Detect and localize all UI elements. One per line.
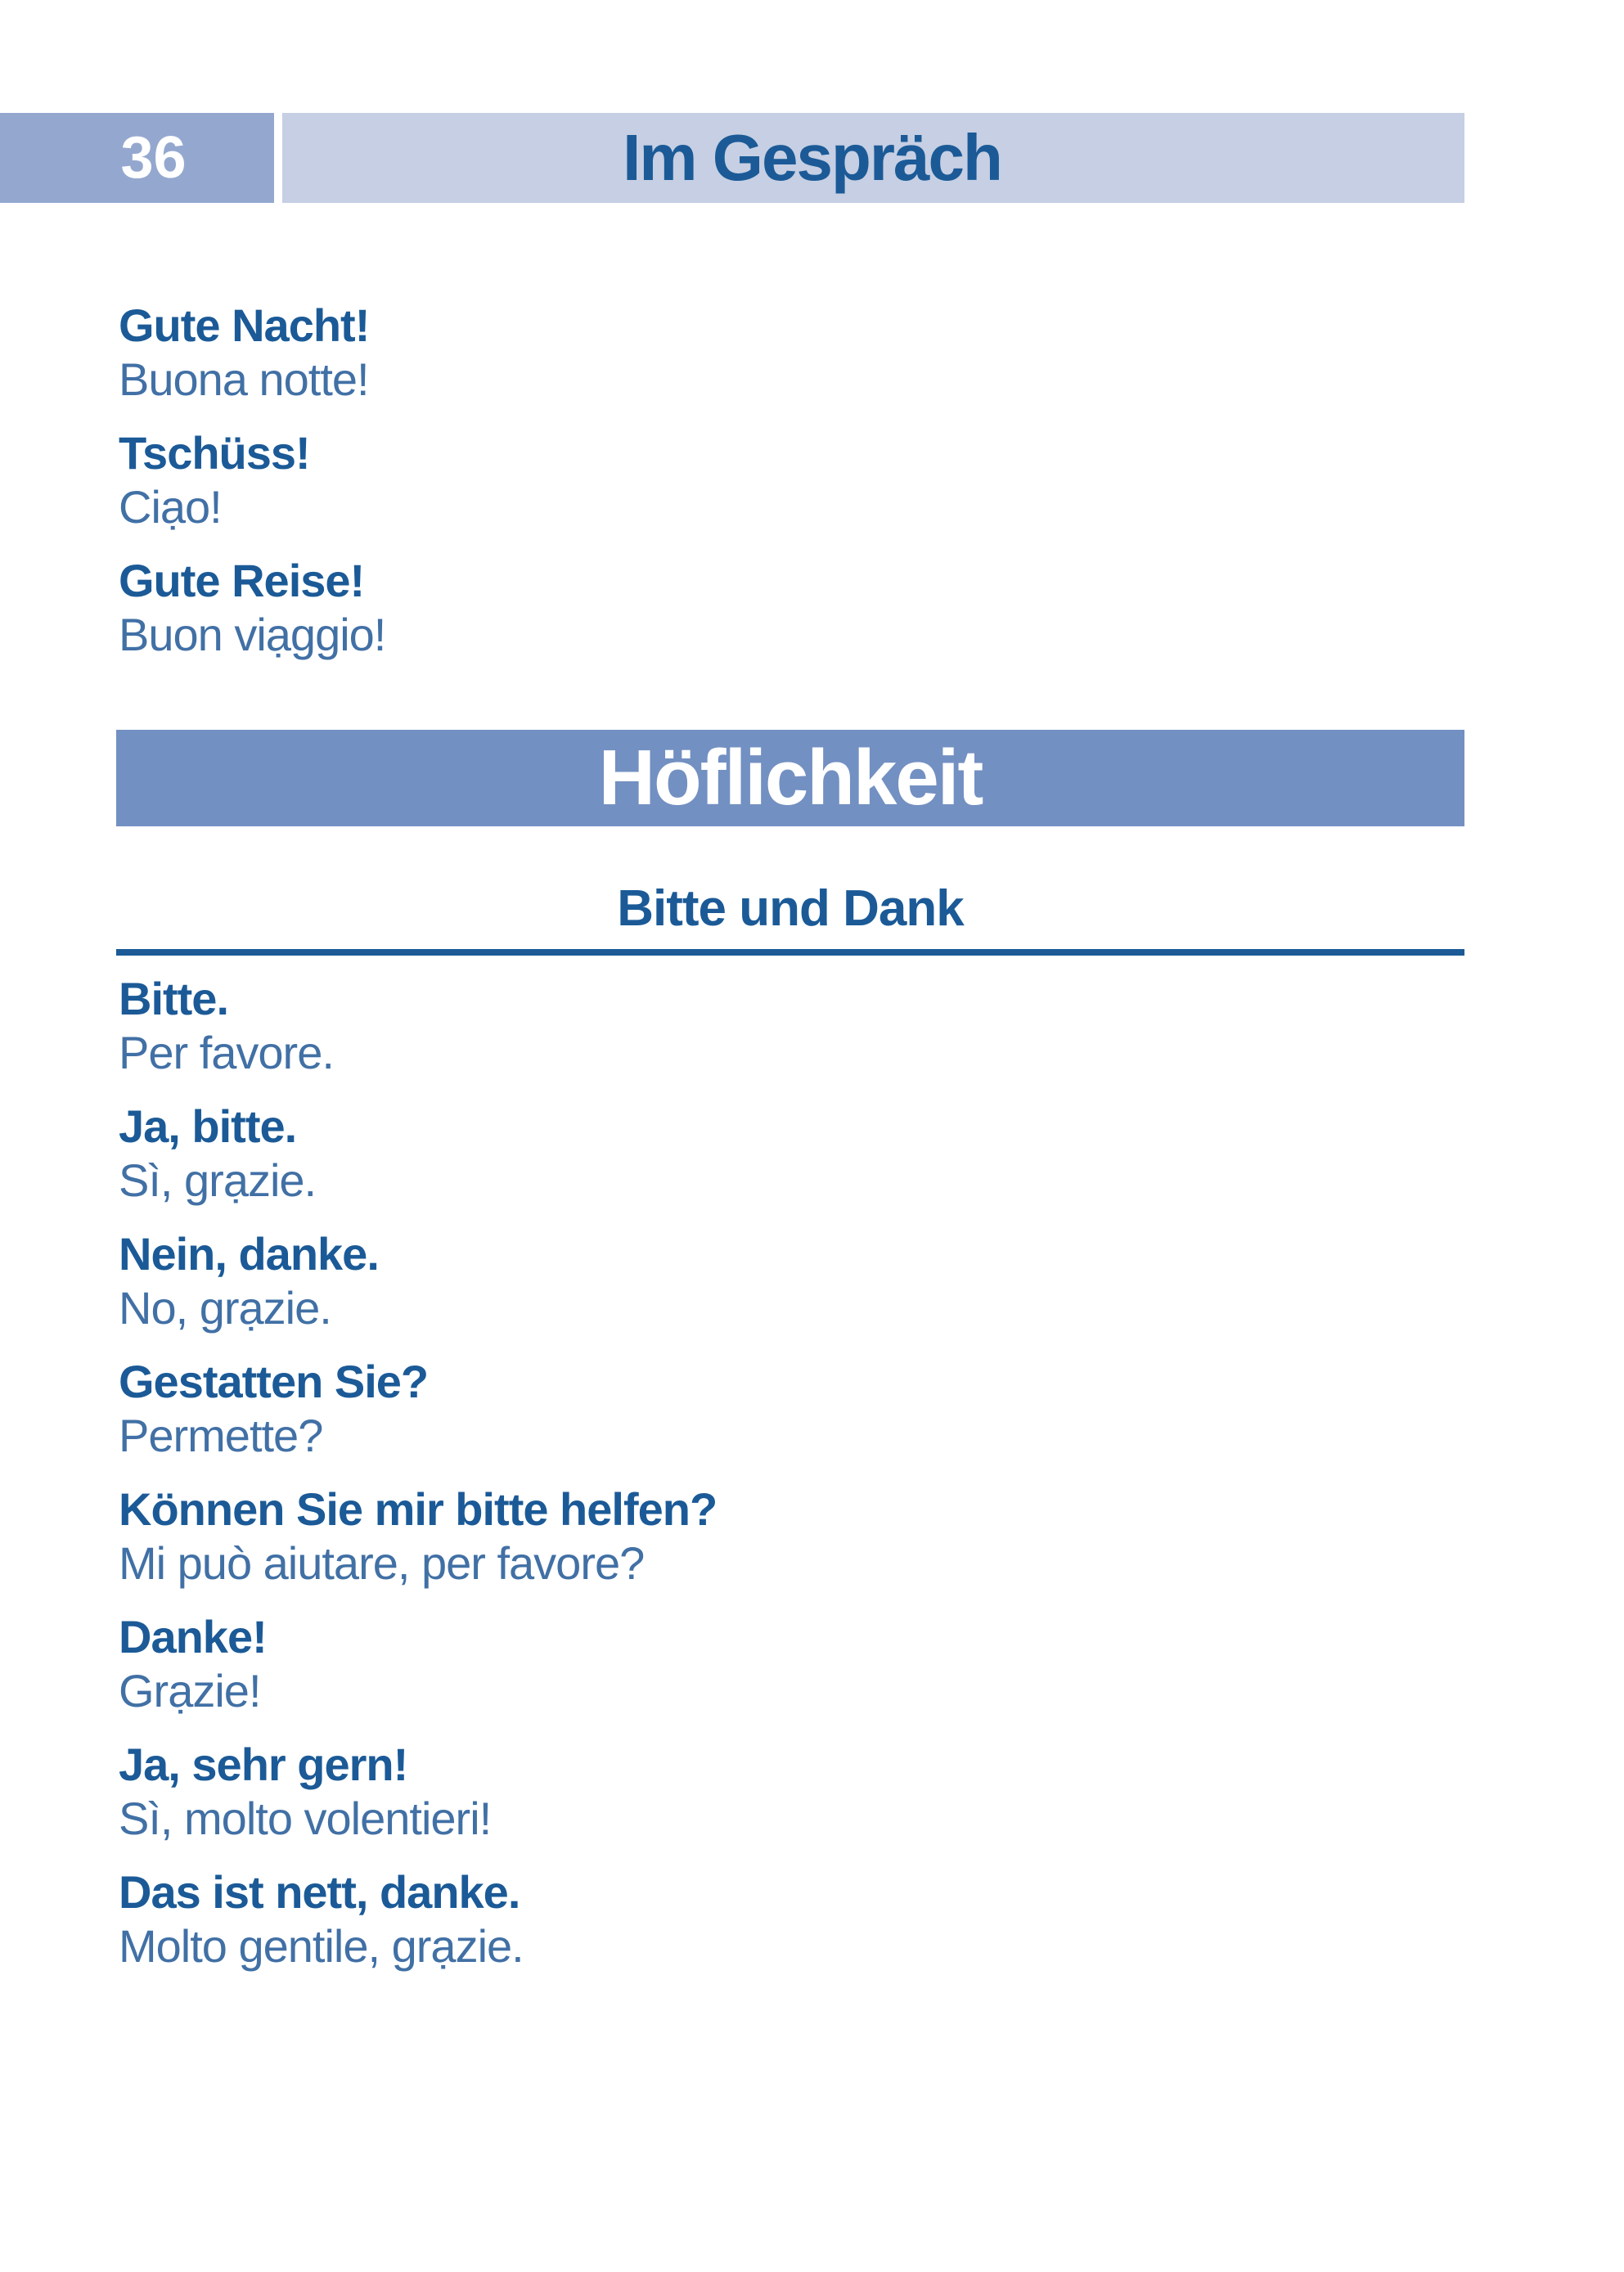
- phrase-pair: [119, 1482, 717, 1590]
- phrase-pair: [119, 1865, 717, 1973]
- phrase-italian: Per favore.: [119, 1027, 334, 1078]
- phrase-italian: Permette?: [119, 1410, 323, 1461]
- politeness-phrase-list: [119, 972, 717, 1993]
- subsection-rule: [116, 949, 1464, 956]
- farewell-phrase-list: [119, 299, 385, 682]
- phrase-italian: Sì, grạzie.: [119, 1154, 317, 1206]
- phrase-german: Nein, danke.: [119, 1228, 379, 1280]
- phrase-german: Danke!: [119, 1611, 267, 1662]
- phrase-italian: Mi può aiutare, per favore?: [119, 1537, 645, 1589]
- section-title: Höflichkeit: [598, 734, 983, 821]
- phrase-pair: [119, 1355, 717, 1463]
- phrase-italian: Buon viạggio!: [119, 609, 386, 660]
- phrase-pair: [119, 1738, 717, 1846]
- phrase-italian: Grạzie!: [119, 1665, 261, 1716]
- phrase-italian: Sì, molto volentieri!: [119, 1793, 492, 1844]
- phrase-german: Tschüss!: [119, 427, 310, 479]
- phrase-pair: [119, 1227, 717, 1335]
- phrase-italian: Molto gentile, grạzie.: [119, 1920, 524, 1972]
- phrase-pair: [119, 1610, 717, 1718]
- phrase-pair: [119, 299, 385, 407]
- phrase-german: Das ist nett, danke.: [119, 1866, 520, 1918]
- phrase-italian: Buona notte!: [119, 353, 369, 405]
- phrase-italian: No, grạzie.: [119, 1282, 331, 1334]
- phrase-german: Bitte.: [119, 973, 228, 1024]
- page-number: 36: [120, 125, 187, 191]
- phrase-pair: [119, 426, 385, 534]
- phrase-german: Ja, sehr gern!: [119, 1739, 408, 1790]
- phrase-german: Ja, bitte.: [119, 1100, 297, 1152]
- section-title-bar: [116, 730, 1464, 826]
- phrase-german: Gute Nacht!: [119, 299, 370, 351]
- phrase-german: Können Sie mir bitte helfen?: [119, 1483, 718, 1535]
- subsection-title: Bitte und Dank: [617, 880, 964, 937]
- page-header: [0, 113, 1624, 203]
- phrase-pair: [119, 554, 385, 662]
- phrase-german: Gute Reise!: [119, 555, 365, 606]
- chapter-title: Im Gespräch: [623, 121, 1001, 194]
- phrase-pair: [119, 972, 717, 1080]
- phrase-german: Gestatten Sie?: [119, 1356, 429, 1407]
- phrase-pair: [119, 1100, 717, 1208]
- phrase-italian: Ciạo!: [119, 481, 222, 533]
